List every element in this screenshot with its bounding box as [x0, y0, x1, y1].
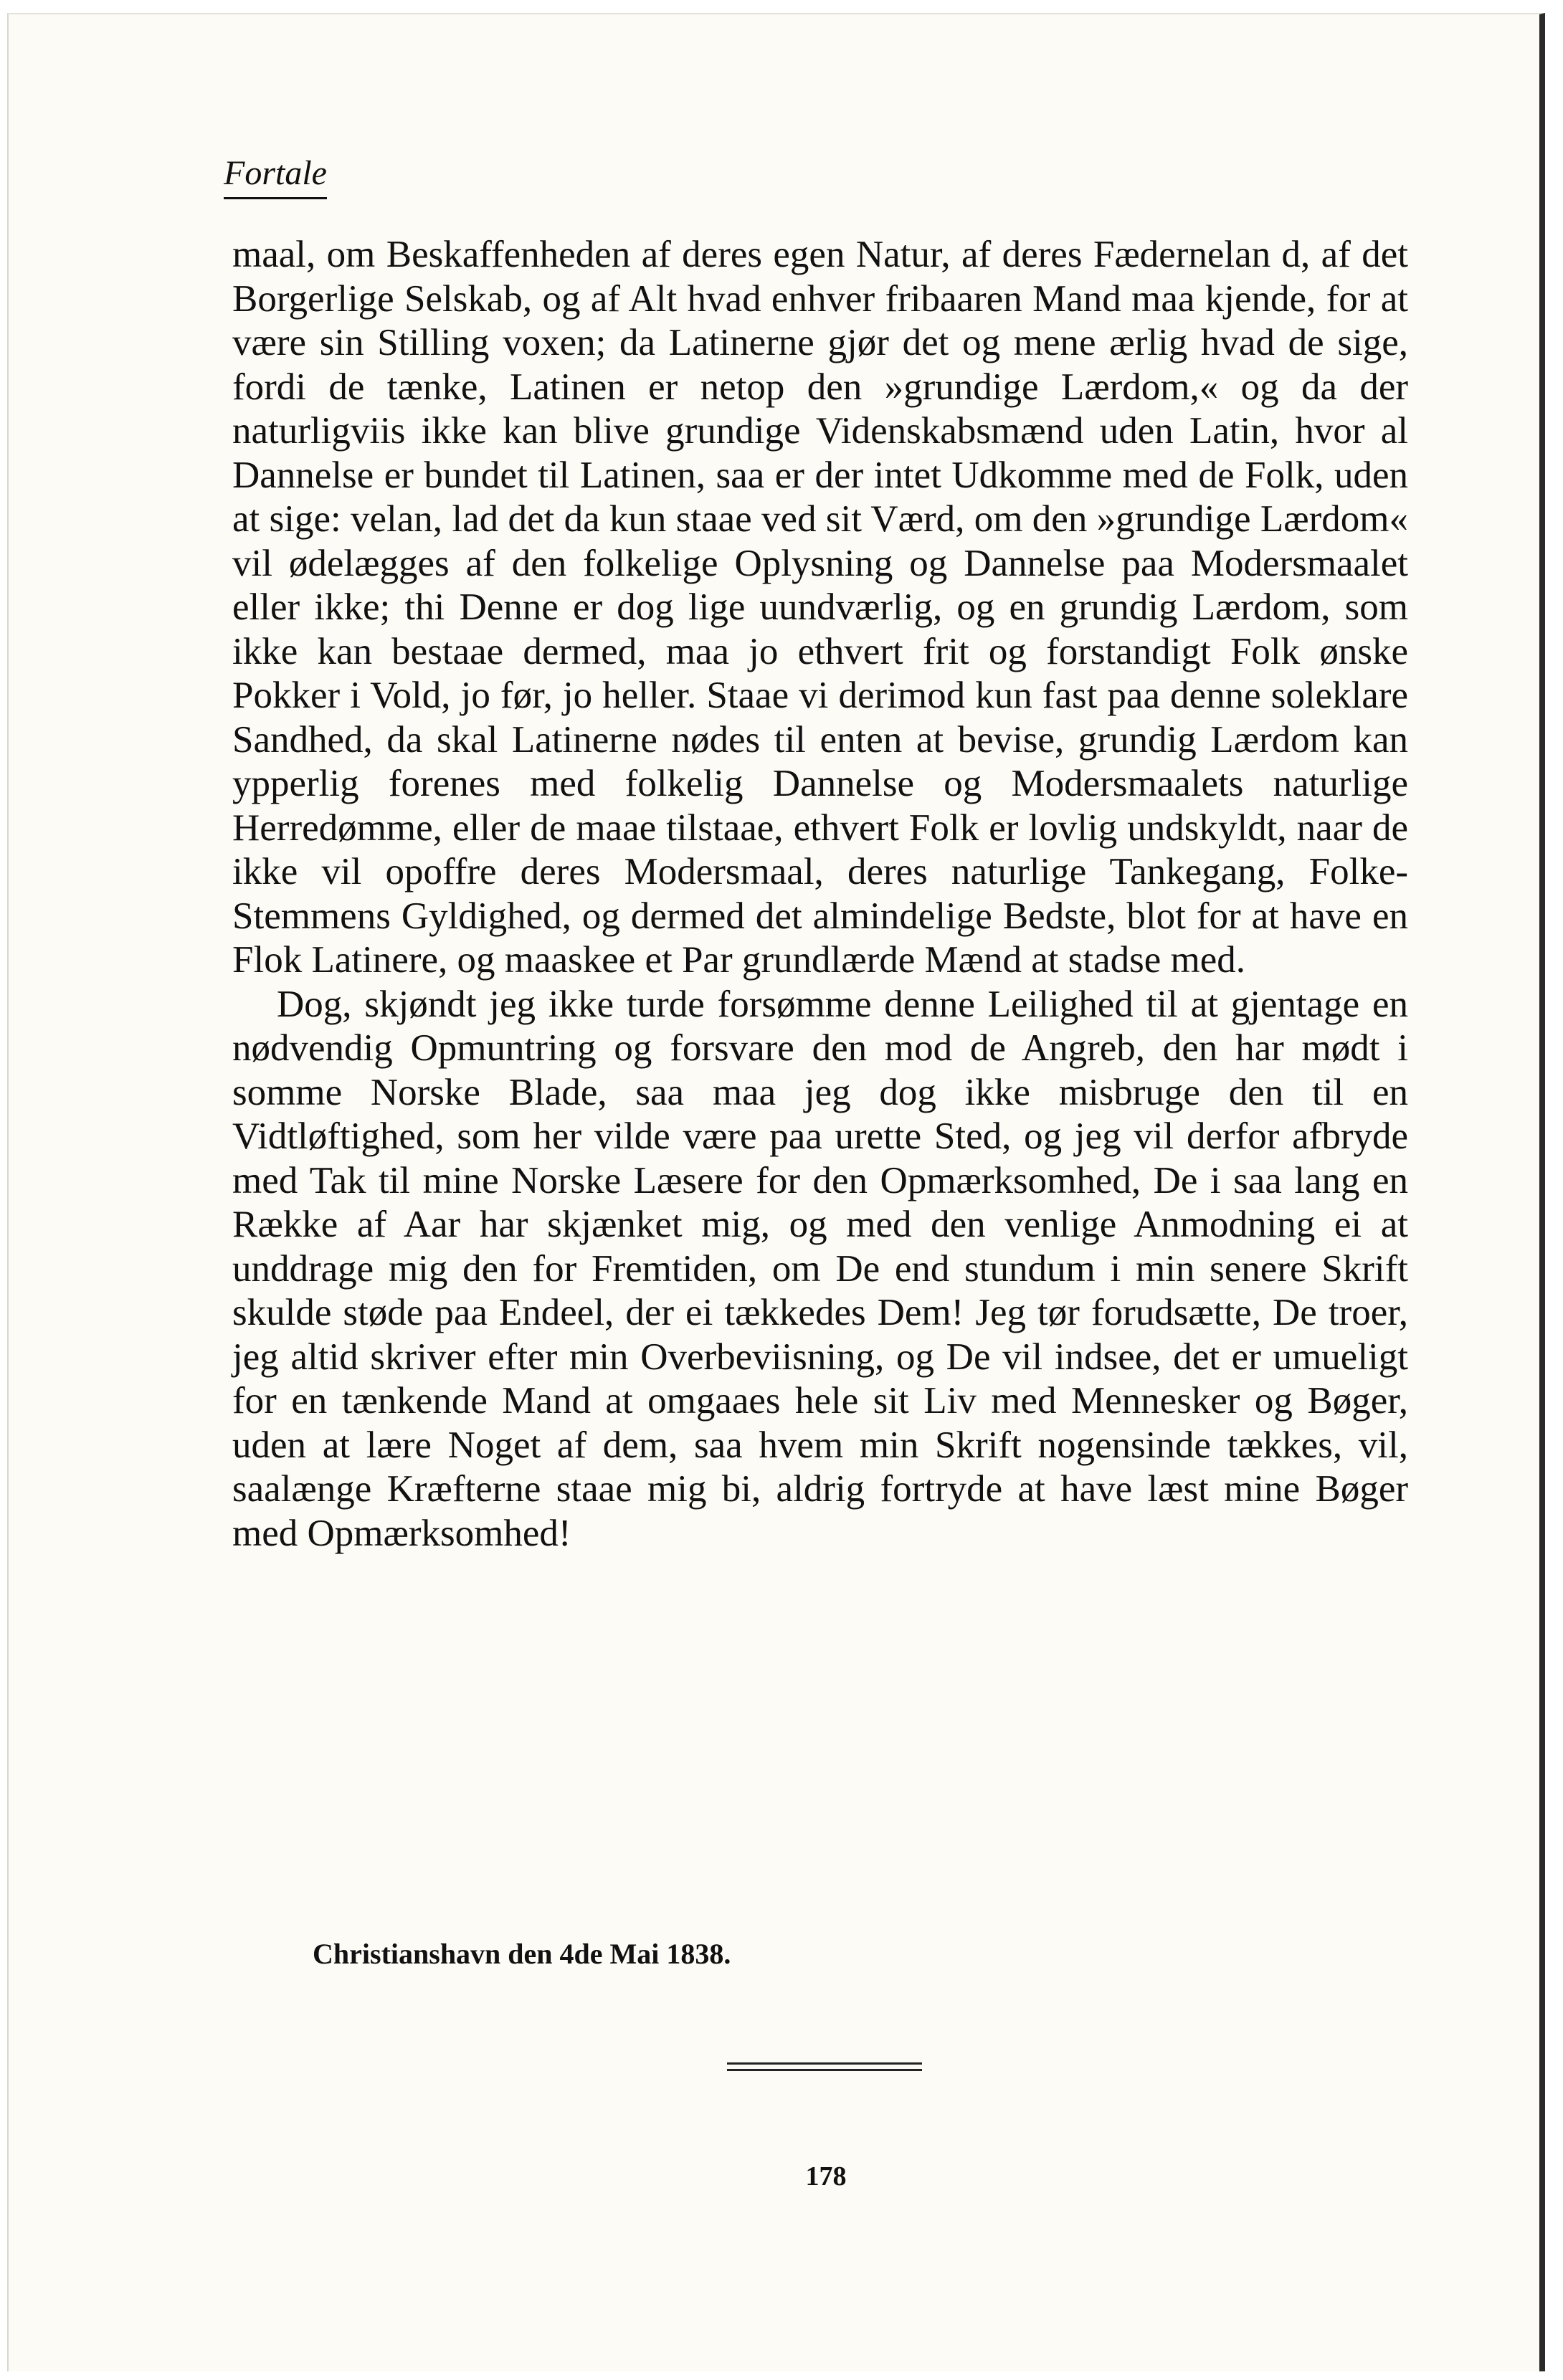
double-rule-divider	[727, 2062, 922, 2071]
running-title: Fortale	[224, 155, 327, 199]
paragraph-1: maal, om Beskaffenheden af deres egen Natur, af deres Fædernelan d, af det Borgerlige Selskab, og af Alt hvad enhver fribaaren Mand maa kjende, for at være sin Stilling voxen; da Latinerne gjør det og mene ærlig hvad de sige, fordi de tænke, Latinen er netop den »grundige Lærdom,« og da der naturligviis ikke kan blive grundige Videnskabsmænd uden Latin, hvor al Dannelse er bundet til Latinen, saa er der intet Udkomme med de Folk, uden at sige: velan, lad det da kun staae ved sit Værd, om den »grundige Lærdom« vil ødelægges af den folkelige Oplysning og Dannelse paa Modersmaalet eller ikke; thi Denne er dog lige uundværlig, og en grundig Lærdom, som ikke kan bestaae dermed, maa jo ethvert frit og forstandigt Folk ønske Pokker i Vold, jo før, jo heller. Staae vi derimod kun fast paa denne soleklare Sandhed, da skal Latinerne nødes til enten at bevise, grundig Lærdom kan ypperlig forenes med folkelig Dannelse og Modersmaalets naturlige Herredømme, eller de maae tilstaae, ethvert Folk er lovlig undskyldt, naar de ikke vil opoffre deres Modersmaal, deres naturlige Tankegang, Folke-Stemmens Gyldighed, og dermed det almindelige Bedste, blot for at have en Flok Latinere, og maaskee et Par grundlærde Mænd at stadse med.	[232, 234, 1408, 981]
book-page	[7, 13, 1545, 2371]
body-text	[232, 233, 1408, 1556]
place-date-signoff: Christianshavn den 4de Mai 1838.	[313, 1938, 731, 1970]
page-number: 178	[805, 2161, 847, 2191]
paragraph-2: Dog, skjøndt jeg ikke turde forsømme denne Leilighed til at gjentage en nødvendig Opmuntring og forsvare den mod de Angreb, den har mødt i somme Norske Blade, saa maa jeg dog ikke misbruge den til en Vidtløftighed, som her vilde være paa urette Sted, og jeg vil derfor afbryde med Tak til mine Norske Læsere for den Opmærksomhed, De i saa lang en Række af Aar har skjænket mig, og med den venlige Anmodning ei at unddrage mig den for Fremtiden, om De end stundum i min senere Skrift skulde støde paa Endeel, der ei tækkedes Dem! Jeg tør forudsætte, De troer, jeg altid skriver efter min Overbeviisning, og De vil indsee, det er umueligt for en tænkende Mand at omgaaes hele sit Liv med Mennesker og Bøger, uden at lære Noget af dem, saa hvem min Skrift nogensinde tækkes, vil, saalænge Kræfterne staae mig bi, aldrig fortryde at have læst mine Bøger med Opmærksomhed!	[232, 983, 1408, 1554]
